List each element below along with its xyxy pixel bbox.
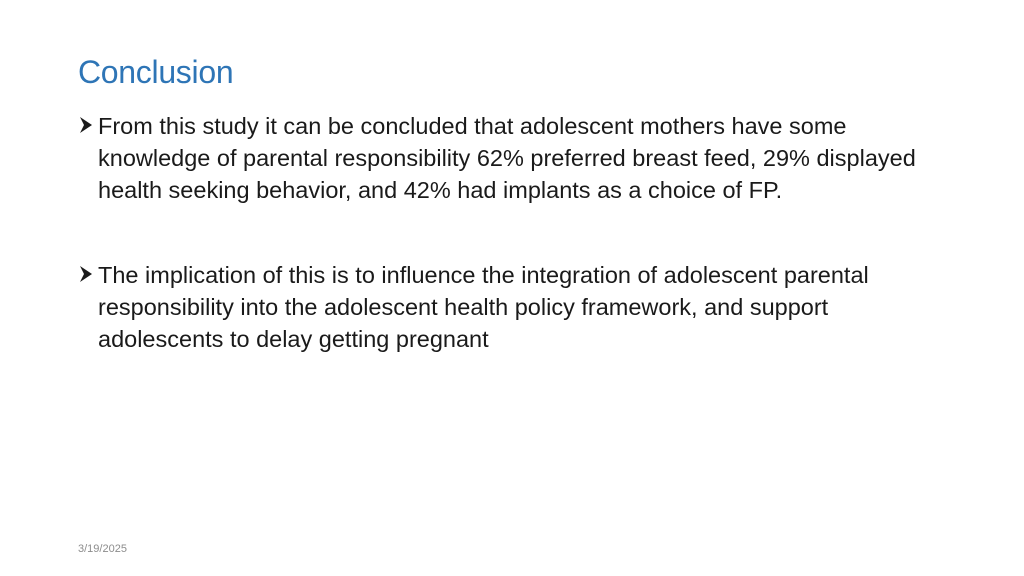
- arrow-bullet-icon: [78, 114, 96, 136]
- bullet-item: [78, 259, 958, 355]
- arrow-bullet-icon: [78, 263, 96, 285]
- bullet-text: The implication of this is to influence the integration of adolescent parental responsibility into the adolescent health policy framework, and support adolescents to delay getting pregnant: [98, 262, 869, 352]
- bullet-text: From this study it can be concluded that adolescent mothers have some knowledge of parental responsibility 62% preferred breast feed, 29% displayed health seeking behavior, and 42% had implants as a choice of FP.: [98, 113, 916, 203]
- slide-title: Conclusion: [78, 54, 234, 90]
- bullet-list: [78, 110, 958, 355]
- footer-date: 3/19/2025: [78, 543, 127, 555]
- bullet-item: [78, 110, 958, 206]
